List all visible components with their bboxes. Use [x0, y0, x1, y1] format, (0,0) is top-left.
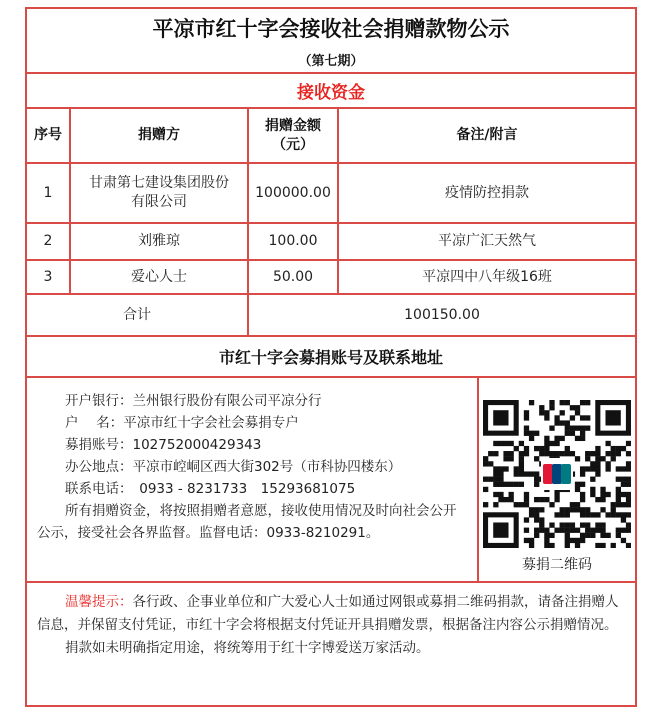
row-donor: 爱心人士: [71, 261, 249, 293]
section-received-funds: 接收资金: [27, 74, 635, 109]
header-no: 序号: [27, 109, 71, 162]
qr-label: 募捐二维码: [522, 557, 592, 573]
account-number-line: 募捐账号：102752000429343: [65, 437, 262, 453]
total-value: 100150.00: [404, 306, 480, 323]
row-amount: 100.00: [249, 224, 339, 259]
announcement-frame: [25, 7, 637, 707]
row-amount: 50.00: [249, 261, 339, 293]
row-donor: 刘雅琼: [71, 224, 249, 259]
page-title: 平凉市红十字会接收社会捐赠款物公示: [152, 16, 510, 41]
accounts-section: [27, 378, 635, 583]
row-no: 1: [27, 164, 71, 222]
row-donor: 甘肃第七建设集团股份有限公司: [71, 164, 249, 222]
header-amount: 捐赠金额 （元）: [249, 109, 339, 162]
qr-panel: [479, 378, 635, 581]
row-note: 平凉四中八年级16班: [422, 268, 552, 285]
row-no: 2: [27, 224, 71, 259]
table-row: [27, 261, 635, 295]
table-total-row: [27, 295, 635, 337]
header-donor: 捐赠方: [71, 109, 249, 162]
table-row: [27, 224, 635, 261]
phone-line: 联系电话： 0933 - 8231733 15293681075: [65, 481, 356, 497]
row-no: 3: [27, 261, 71, 293]
header-note: 备注/附言: [456, 127, 518, 144]
unionpay-logo-icon: [541, 458, 573, 490]
table-header-row: [27, 109, 635, 164]
table-row: [27, 164, 635, 224]
section-accounts: 市红十字会募捐账号及联系地址: [27, 337, 635, 378]
notice-prefix: 温馨提示：: [65, 594, 133, 610]
row-note: 疫情防控捐款: [445, 184, 529, 201]
account-info: [27, 378, 479, 581]
row-note: 平凉广汇天然气: [438, 233, 536, 250]
supervision-paragraph: 所有捐赠资金，将按照捐赠者意愿，接收使用情况及时向社会公开公示，接受社会各界监督。监督电话：0933-8210291。: [37, 503, 457, 541]
notice-paragraph: [37, 591, 627, 637]
total-label: 合计: [27, 295, 249, 335]
notice-text: 各行政、企事业单位和广大爱心人士如通过网银或募捐二维码捐款，请备注捐赠人信息，并保留支付凭证，市红十字会将根据支付凭证开具捐赠发票，根据备注内容公示捐赠情况。: [37, 594, 619, 633]
issue-number: （第七期）: [27, 46, 635, 74]
notice-line2: 捐款如未明确指定用途，将统筹用于红十字博爱送万家活动。: [65, 640, 430, 656]
address-line: 办公地点：平凉市崆峒区西大街302号（市科协四楼东）: [65, 459, 402, 475]
qr-code-icon[interactable]: [483, 400, 631, 548]
bank-line: 开户银行：兰州银行股份有限公司平凉分行: [65, 393, 322, 409]
notice-section: [27, 583, 635, 705]
row-amount: 100000.00: [249, 164, 339, 222]
account-name-line: 户 名：平凉市红十字会社会募捐专户: [65, 415, 299, 431]
